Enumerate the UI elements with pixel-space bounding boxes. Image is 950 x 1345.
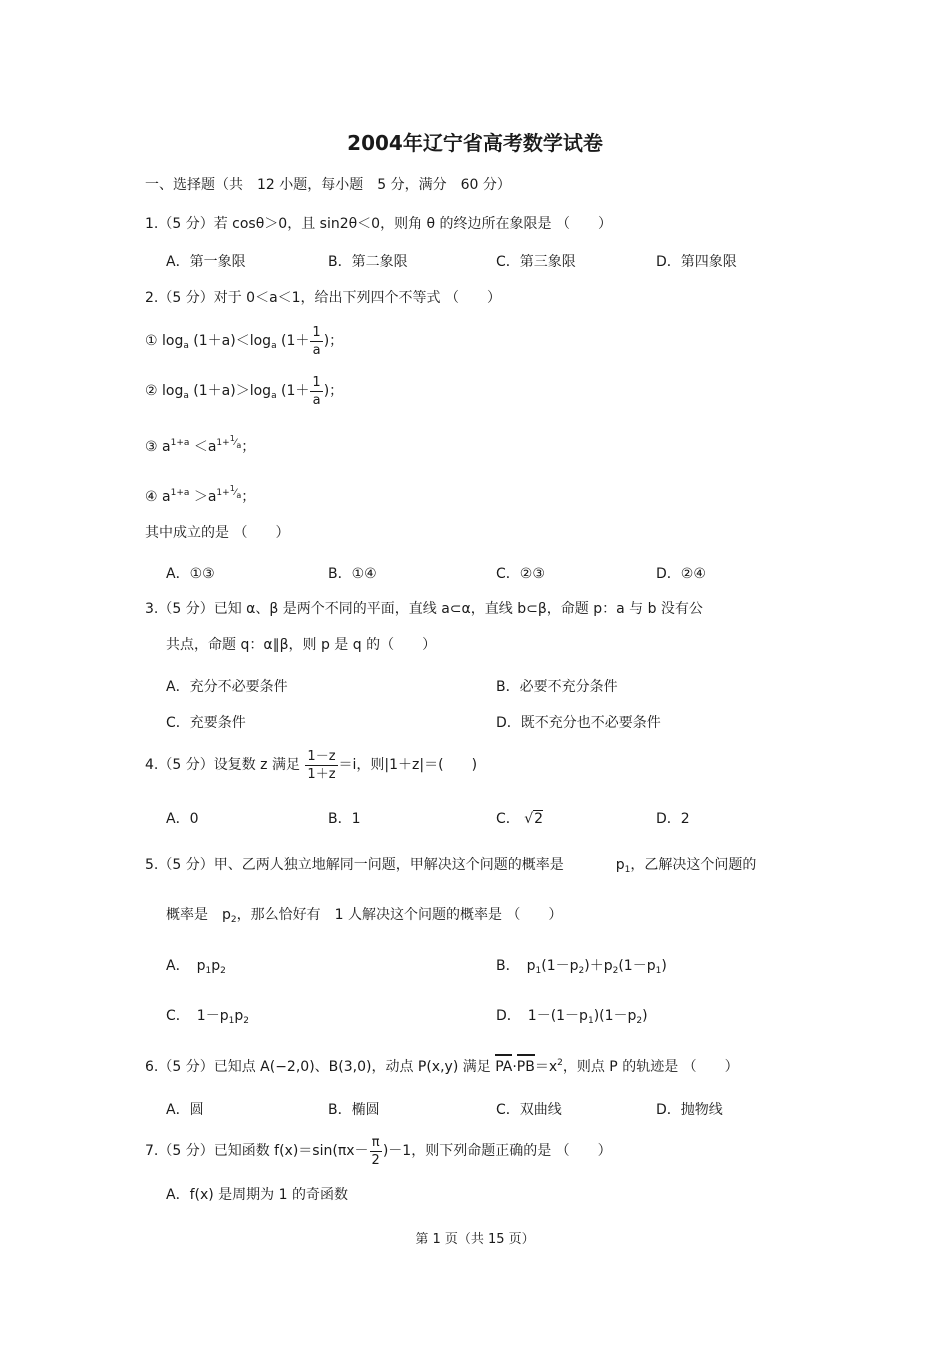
- question-5-line-1: 5.（5 分）甲、乙两人独立地解同一问题，甲解决这个问题的概率是 $p_1$，乙解决这个问题的: [145, 857, 757, 875]
- page-footer: 第 1 页（共 15 页）: [415, 1232, 535, 1247]
- q2-item-4-prefix: ④ a: [145, 489, 171, 505]
- question-4-stem: [145, 746, 477, 784]
- q1-option-a: A．第一象限: [166, 254, 246, 270]
- question-7-stem: 7.（5 分）已知函数 f(x)＝sin(πx－ $\frac{\pi}{2}$ )－1，则下列命题正确的是 （ ）: [145, 1134, 612, 1168]
- question-1-stem: 1.（5 分）若 cosθ＞0，且 sin2θ＜0，则角 θ 的终边所在象限是 （ ）: [145, 216, 612, 232]
- question-3-line-1: 3.（5 分）已知 α、β 是两个不同的平面，直线 a⊂α，直线 b⊂β，命题 p：a 与 b 没有公: [145, 601, 703, 617]
- q4-suffix: ＝i，则|1＋z|＝( ): [338, 757, 478, 773]
- q3-option-d: D．既不充分也不必要条件: [496, 715, 661, 731]
- q1-option-c: C．第三象限: [496, 254, 576, 270]
- q7-option-a: A．f(x) 是周期为 1 的奇函数: [166, 1187, 348, 1203]
- q2-conclusion: 其中成立的是 （ ）: [145, 525, 290, 541]
- question-2-stem: 2.（5 分）对于 0＜a＜1，给出下列四个不等式 （ ）: [145, 290, 502, 306]
- q2-option-d: D．②④: [656, 566, 706, 582]
- q4-fraction: $\frac{1-z}{1+z}$: [307, 748, 336, 782]
- q2-item-2-prefix: ② log: [145, 383, 184, 399]
- q6-option-a: A．圆: [166, 1102, 204, 1118]
- q5-option-a: A． $p_1p_2$: [166, 958, 226, 976]
- q2-option-c: C．②③: [496, 566, 545, 582]
- q5-option-b: B． $p_1(1-p_2)+p_2(1-p_1)$: [496, 958, 667, 976]
- q7-fraction: $\frac{\pi}{2}$: [371, 1134, 380, 1168]
- q3-option-b: B．必要不充分条件: [496, 679, 618, 695]
- q2-item-3: ③ $a^{1+a} <a^{1+^1⁄_a}$；: [145, 434, 256, 455]
- q5-option-d: D． $1-(1-p_1)(1-p_2)$: [496, 1008, 648, 1026]
- q4-option-c: C． √2: [496, 811, 544, 827]
- q3-option-a: A．充分不必要条件: [166, 679, 288, 695]
- q1-option-b: B．第二象限: [328, 254, 408, 270]
- q2-item-2: ② $\log_a (1+a)>\log_a$ (1＋ $\frac{1}{a}$ )；: [145, 374, 344, 408]
- q2-item-3-prefix: ③ a: [145, 439, 171, 455]
- q5-option-c: C． $1-p_1p_2$: [166, 1008, 249, 1026]
- q6-option-b: B．椭圆: [328, 1102, 380, 1118]
- page-title: 2004年辽宁省高考数学试卷: [347, 131, 603, 155]
- question-5-line-2: 概率是 $p_2$，那么恰好有 1 人解决这个问题的概率是 （ ）: [166, 907, 563, 925]
- q4-option-a: A．0: [166, 811, 199, 827]
- q2-option-b: B．①④: [328, 566, 377, 582]
- q4-prefix: 4.（5 分）设复数 z 满足: [145, 757, 300, 773]
- q1-option-d: D．第四象限: [656, 254, 737, 270]
- question-3-line-2: 共点，命题 q：α∥β，则 p 是 q 的（ ）: [166, 637, 437, 653]
- section-heading: 一、选择题（共 12 小题，每小题 5 分，满分 60 分）: [145, 177, 511, 193]
- q2-item-1-prefix: ① log: [145, 333, 184, 349]
- q4-option-b: B．1: [328, 811, 361, 827]
- question-6-stem: 6.（5 分）已知点 A(−2,0)、B(3,0)，动点 P(x,y) 满足 $PA\cdot PB=x^2$，则点 P 的轨迹是 （ ）: [145, 1058, 739, 1075]
- q2-item-1: ① $\log_a (1+a)<\log_a$ (1＋ $\frac{1}{a}$ )；: [145, 324, 344, 358]
- q6-option-c: C．双曲线: [496, 1102, 562, 1118]
- q2-option-a: A．①③: [166, 566, 215, 582]
- sqrt-value: 2: [534, 811, 544, 827]
- q3-option-c: C．充要条件: [166, 715, 246, 731]
- q4-option-d: D．2: [656, 811, 690, 827]
- q6-option-d: D．抛物线: [656, 1102, 723, 1118]
- q2-item-4: ④ $a^{1+a} >a^{1+^1⁄_a}$；: [145, 484, 256, 505]
